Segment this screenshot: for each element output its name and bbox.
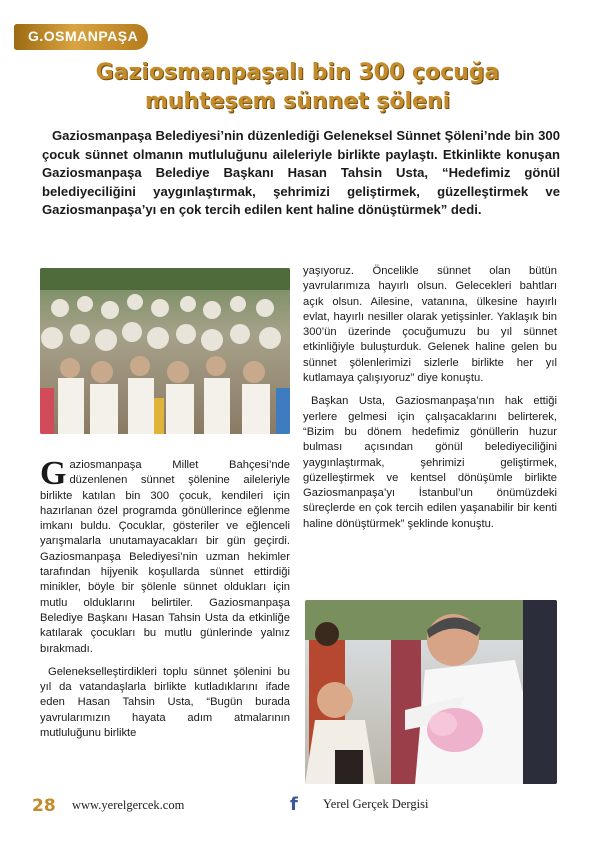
headline-line-1: Gaziosmanpaşalı bin 300 çocuğa	[95, 60, 500, 85]
facebook-icon[interactable]: f	[290, 794, 298, 815]
section-tag-label: G.OSMANPAŞA	[28, 28, 139, 44]
section-tag	[14, 24, 148, 50]
right-paragraph-2: Başkan Usta, Gaziosmanpaşa’nın hak ettiği yerlere gelmesi için çalışacaklarını belirterek, “Bizim bu dönem hedefimiz gönüllerin huzur bulması açısından gönül belediyeciliğini yaygınlaştırmak, şehrimizi geliştirmek, güzelleştirmek ve kentsel dönüşümle birlikte Gaziosmanpaşa’yı İstanbul’un önümüzdeki süreçlerde en çok tercih edilen yaşanabilir bir kenti haline dönüştürmek” şeklinde konuştu.	[303, 395, 557, 530]
left-column	[40, 455, 290, 749]
headline	[40, 58, 555, 116]
lead-paragraph: Gaziosmanpaşa Belediyesi’nin düzenlediği Geleneksel Sünnet Şöleni’nde bin 300 çocuk sünnet olmanın mutluluğunu aileleriyle birlikte paylaştı. Etkinlikte konuşan Gaziosmanpaşa Belediye Başkanı Hasan Tahsin Usta, “Hedefimiz gönül belediyeciliğini yaygınlaştırmak, şehrimizi geliştirmek, güzelleştirmek ve Gaziosmanpaşa’yı en çok tercih edilen kent haline dönüştürmek” dedi.	[42, 128, 560, 218]
magazine-name: Yerel Gerçek Dergisi	[323, 797, 429, 811]
left-paragraph-1-text: aziosmanpaşa Millet Bahçesi’nde düzenlenen sünnet şölenine aileleriyle birlikte katılan bin 300 çocuk, kendileri için hazırlanan özel programda gönüllerince eğlenme imkanı buldu. Çocuklar, gösteriler ve eğlenceli yarışmalarla unutamayacakları bir gün geçirdi. Gaziosmanpaşa Belediyesi’nin uzman hekimler tarafından hijyenik koşullarda sünnet ettirdiği minikler, böyle bir şölenle sünnet oldukları için mutlu olduklarını belirtiler. Gaziosmanpaşa Belediye Başkanı Hasan Tahsin Usta da etkinliğe katılarak çocukları bu mutlu günlerinde yalnız bırakmadı.	[40, 459, 290, 655]
left-paragraph-2: Gelenekselleştirdikleri toplu sünnet şölenini bu yıl da vatandaşlarla birlikte kutladıklarını ifade eden Hasan Tahsin Usta, “Bugün burada yavrularımızın hayata adım atmalarının mutluluğunu birlikte	[40, 665, 290, 740]
left-paragraph-1	[40, 455, 290, 657]
drop-cap: G	[40, 455, 67, 492]
crowd-photo	[40, 268, 290, 434]
right-paragraph-1: yaşıyoruz. Öncelikle sünnet olan bütün yavrularımıza hayırlı olsun. Gelecekleri bahtları açık olsun. Ailesine, vatanına, ülkesine hayırlı evlat, hayırlı nesiller olarak yetişsinler. Yaklaşık bin 300’ün üzerinde çocuğumuzu bu yıl sünnet etkinliğiyle buluşturduk. Gelenek haline gelen bu sünnet şölenlerimizi sizlerle birlikte her yıl kutlamaya çalışıyoruz” diye konuştu.	[303, 265, 557, 385]
mayor-photo	[305, 600, 557, 784]
website-link[interactable]: www.yerelgercek.com	[72, 798, 185, 812]
right-column	[303, 264, 557, 540]
page-number: 28	[32, 796, 56, 816]
headline-line-2: muhteşem sünnet şöleni	[144, 89, 451, 114]
footer	[0, 790, 595, 820]
